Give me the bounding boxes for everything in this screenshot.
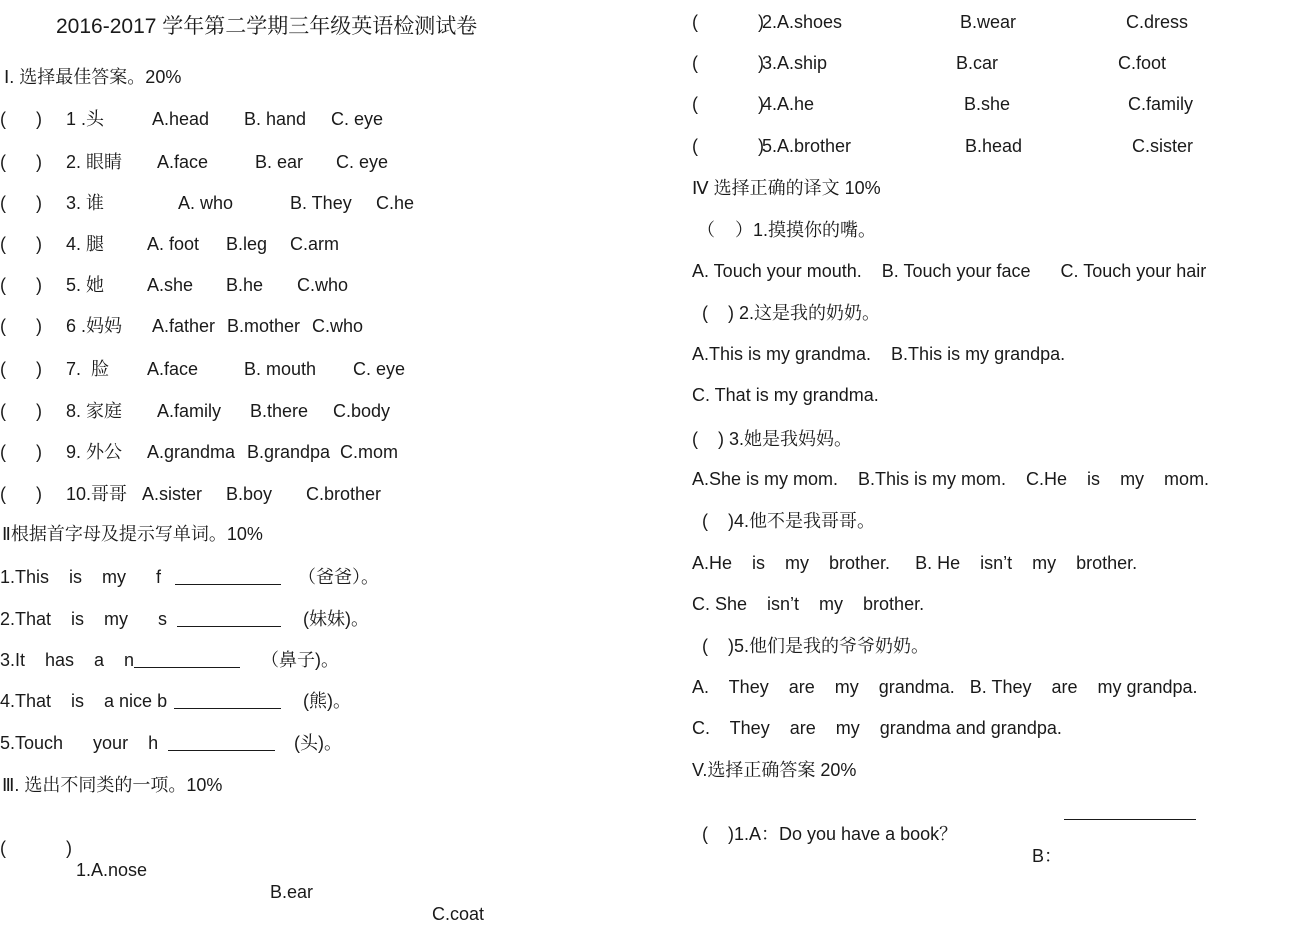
- option-a: 2.A.shoes: [762, 12, 843, 32]
- option-a: 1.A.nose: [76, 860, 148, 880]
- section-2-heading: Ⅱ根据首字母及提示写单词。10%: [2, 524, 263, 544]
- option-a: 4.A.he: [762, 94, 815, 114]
- chinese-hint: （鼻子)。: [256, 650, 339, 670]
- question-text: 6 .妈妈: [66, 316, 123, 336]
- translation-line: ( )4.他不是我哥哥。: [692, 511, 876, 531]
- option-b: B.she: [964, 94, 1011, 114]
- option-c: C.brother: [306, 484, 382, 504]
- option-c: C. eye: [331, 109, 384, 129]
- question-text: 4. 腿: [66, 234, 105, 254]
- answer-paren[interactable]: ( ): [0, 359, 42, 379]
- answer-paren[interactable]: ( ): [0, 275, 42, 295]
- option-b: B. They: [290, 193, 352, 213]
- section-4-heading: Ⅳ 选择正确的译文 10%: [692, 178, 881, 198]
- translation-line: C. They are my grandma and grandpa.: [692, 718, 1062, 738]
- option-c: C.family: [1128, 94, 1194, 114]
- option-c: C.body: [333, 401, 391, 421]
- option-b: B.car: [956, 53, 999, 73]
- answer-paren[interactable]: ( ): [692, 136, 764, 156]
- answer-blank[interactable]: [1064, 803, 1196, 820]
- translation-line: A. They are my grandma. B. They are my grandpa.: [692, 677, 1198, 697]
- translation-line: A.This is my grandma. B.This is my grandpa.: [692, 344, 1066, 364]
- option-a: A. foot: [147, 234, 200, 254]
- option-b: B. ear: [255, 152, 304, 172]
- option-a: A.face: [147, 359, 199, 379]
- sentence-start: 3.It has a n: [0, 650, 135, 670]
- translation-line: A. Touch your mouth. B. Touch your face C. Touch your hair: [692, 261, 1207, 281]
- answer-paren[interactable]: ( ): [692, 94, 764, 114]
- translation-line: A.He is my brother. B. He isn’t my brother.: [692, 553, 1138, 573]
- option-a: 3.A.ship: [762, 53, 828, 73]
- option-a: 5.A.brother: [762, 136, 852, 156]
- option-b: B.wear: [960, 12, 1017, 32]
- option-b: B. mouth: [244, 359, 317, 379]
- question-text: 8. 家庭: [66, 401, 123, 421]
- sentence-start: 4.That is a nice b: [0, 691, 168, 711]
- sentence-start: 2.That is my s: [0, 609, 168, 629]
- translation-line: C. She isn’t my brother.: [692, 594, 925, 614]
- exam-title: 2016-2017 学年第二学期三年级英语检测试卷: [56, 15, 478, 38]
- section-1-heading: Ⅰ. 选择最佳答案。20%: [4, 67, 182, 87]
- answer-paren[interactable]: ( ): [0, 838, 72, 858]
- chinese-hint: (头)。: [284, 733, 342, 753]
- chinese-hint: (妹妹)。: [293, 609, 369, 629]
- translation-line: ( ) 2.这是我的奶奶。: [692, 303, 881, 323]
- option-b: B.mother: [227, 316, 301, 336]
- dialog-question: ( )1.A：Do you have a book？: [692, 824, 958, 844]
- answer-blank[interactable]: [177, 610, 281, 627]
- answer-paren[interactable]: ( ): [0, 234, 42, 254]
- option-a: A.grandma: [147, 442, 236, 462]
- option-a: A.father: [152, 316, 216, 336]
- option-c: C.foot: [1118, 53, 1167, 73]
- option-b: B.grandpa: [247, 442, 331, 462]
- answer-paren[interactable]: ( ): [0, 193, 42, 213]
- sentence-start: 5.Touch your h: [0, 733, 159, 753]
- section-5-item: [692, 801, 1063, 866]
- answer-paren[interactable]: ( ): [0, 442, 42, 462]
- section-3-item: [0, 815, 485, 924]
- question-text: 10.哥哥: [66, 484, 128, 504]
- chinese-hint: (熊)。: [293, 691, 351, 711]
- answer-blank[interactable]: [174, 692, 281, 709]
- option-a: A.she: [147, 275, 194, 295]
- option-b: B. hand: [244, 109, 307, 129]
- translation-line: ( ) 3.她是我妈妈。: [692, 429, 853, 449]
- option-c: C. eye: [353, 359, 406, 379]
- answer-paren[interactable]: ( ): [692, 53, 764, 73]
- option-c: C.dress: [1126, 12, 1189, 32]
- answer-paren[interactable]: ( ): [0, 152, 42, 172]
- answer-paren[interactable]: ( ): [692, 12, 764, 32]
- translation-line: ( )5.他们是我的爷爷奶奶。: [692, 636, 930, 656]
- answer-blank[interactable]: [134, 651, 240, 668]
- question-text: 2. 眼睛: [66, 152, 123, 172]
- option-c: C.he: [376, 193, 415, 213]
- dialog-b-label: B：: [1032, 846, 1063, 866]
- question-text: 5. 她: [66, 275, 105, 295]
- option-b: B.he: [226, 275, 264, 295]
- option-b: B.head: [965, 136, 1023, 156]
- option-a: A.face: [157, 152, 209, 172]
- option-c: C.sister: [1132, 136, 1194, 156]
- answer-paren[interactable]: ( ): [0, 401, 42, 421]
- section-3-heading: Ⅲ. 选出不同类的一项。10%: [2, 775, 223, 795]
- option-c: C.arm: [290, 234, 339, 254]
- section-5-heading: V.选择正确答案 20%: [692, 760, 857, 780]
- option-c: C.who: [312, 316, 364, 336]
- translation-line: C. That is my grandma.: [692, 385, 879, 405]
- option-a: A.family: [157, 401, 222, 421]
- translation-line: （ ）1.摸摸你的嘴。: [692, 220, 877, 240]
- question-text: 3. 谁: [66, 193, 105, 213]
- option-c: C.coat: [432, 904, 485, 924]
- option-c: C. eye: [336, 152, 389, 172]
- option-b: B.there: [250, 401, 309, 421]
- sentence-start: 1.This is my f: [0, 567, 162, 587]
- option-b: B.ear: [270, 882, 314, 902]
- answer-paren[interactable]: ( ): [0, 109, 42, 129]
- answer-paren[interactable]: ( ): [0, 316, 42, 336]
- option-c: C.mom: [340, 442, 398, 462]
- question-text: 9. 外公: [66, 442, 123, 462]
- translation-line: A.She is my mom. B.This is my mom. C.He is my mom.: [692, 469, 1210, 489]
- answer-blank[interactable]: [175, 568, 281, 585]
- option-a: A.head: [152, 109, 210, 129]
- question-text: 7. 脸: [66, 359, 110, 379]
- answer-paren[interactable]: ( ): [0, 484, 42, 504]
- option-b: B.leg: [226, 234, 268, 254]
- option-a: A. who: [178, 193, 234, 213]
- answer-blank[interactable]: [168, 734, 275, 751]
- option-b: B.boy: [226, 484, 273, 504]
- option-a: A.sister: [142, 484, 203, 504]
- chinese-hint: （爸爸）。: [293, 567, 380, 587]
- question-text: 1 .头: [66, 109, 105, 129]
- option-c: C.who: [297, 275, 349, 295]
